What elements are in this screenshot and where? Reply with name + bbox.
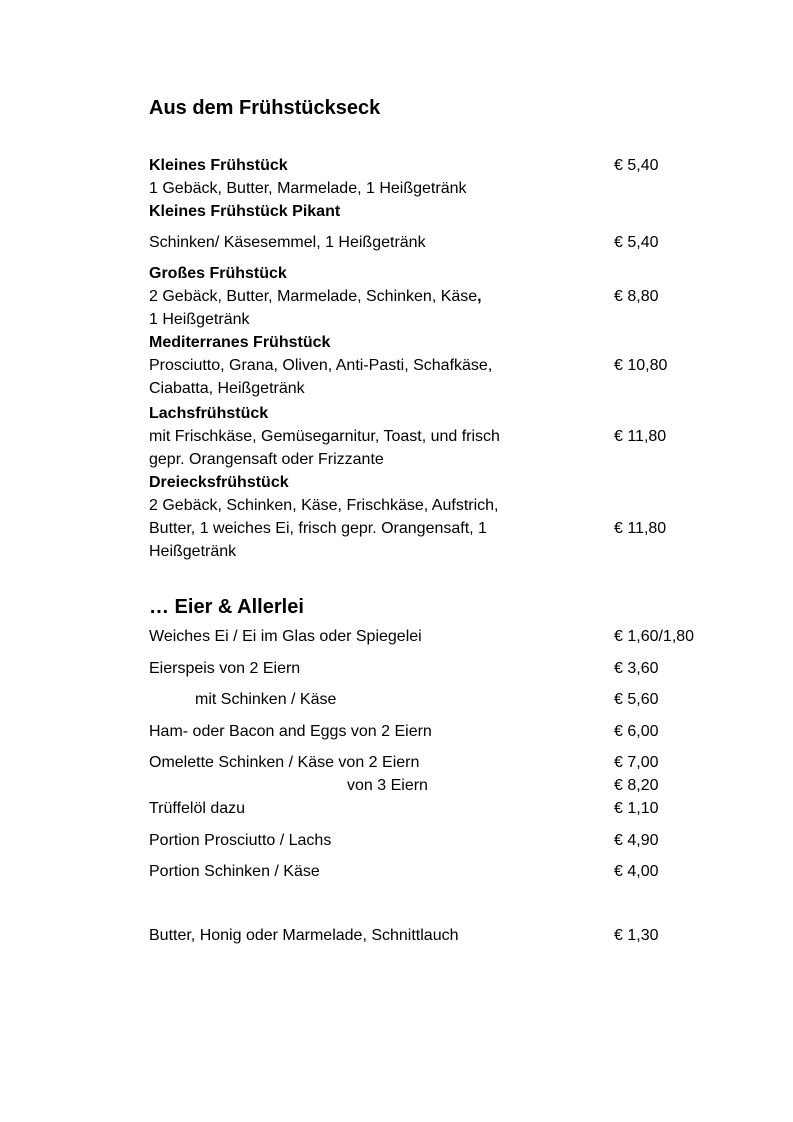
item-desc-mediterranes-line2: Ciabatta, Heißgetränk xyxy=(149,380,305,397)
item-desc-grosses-line2: 1 Heißgetränk xyxy=(149,311,250,328)
item-price-portion-prosciutto: € 4,90 xyxy=(614,832,659,849)
section-title-breakfast: Aus dem Frühstückseck xyxy=(149,97,381,119)
item-name-kleines-fruehstueck: Kleines Frühstück xyxy=(149,157,288,174)
item-price-omelette-3-eier: € 8,20 xyxy=(614,777,659,794)
item-name-lachsfruehstueck: Lachsfrühstück xyxy=(149,405,269,422)
item-price-kleines-fruehstueck: € 5,40 xyxy=(614,157,659,174)
section-title-eggs: … Eier & Allerlei xyxy=(149,596,304,618)
item-price-grosses-fruehstueck: € 8,80 xyxy=(614,288,659,305)
item-name-trueffeloel: Trüffelöl dazu xyxy=(149,800,246,817)
item-name-butter-honig: Butter, Honig oder Marmelade, Schnittlauch xyxy=(149,927,459,944)
item-price-eierspeis: € 3,60 xyxy=(614,660,659,677)
item-name-omelette: Omelette Schinken / Käse von 2 Eiern xyxy=(149,754,420,771)
item-name-weiches-ei: Weiches Ei / Ei im Glas oder Spiegelei xyxy=(149,628,422,645)
item-desc-lachs-line1: mit Frischkäse, Gemüsegarnitur, Toast, und frisch xyxy=(149,428,500,445)
item-name-mediterranes: Mediterranes Frühstück xyxy=(149,334,331,351)
item-desc-kleines-fruehstueck: 1 Gebäck, Butter, Marmelade, 1 Heißgetränk xyxy=(149,180,467,197)
item-name-eierspeis: Eierspeis von 2 Eiern xyxy=(149,660,301,677)
item-name-dreiecksfruehstueck: Dreiecksfrühstück xyxy=(149,474,289,491)
item-price-weiches-ei: € 1,60/1,80 xyxy=(614,628,695,645)
item-price-lachsfruehstueck: € 11,80 xyxy=(614,428,667,445)
item-desc-grosses-comma: , xyxy=(477,288,482,305)
item-desc-dreieck-line1: 2 Gebäck, Schinken, Käse, Frischkäse, Aufstrich, xyxy=(149,497,499,514)
item-desc-grosses-line1: 2 Gebäck, Butter, Marmelade, Schinken, Käse xyxy=(149,288,478,305)
item-desc-kleines-pikant: Schinken/ Käsesemmel, 1 Heißgetränk xyxy=(149,234,426,251)
item-price-dreiecksfruehstueck: € 11,80 xyxy=(614,520,667,537)
item-name-eierspeis-schinken: mit Schinken / Käse xyxy=(195,691,337,708)
item-desc-mediterranes-line1: Prosciutto, Grana, Oliven, Anti-Pasti, Schafkäse, xyxy=(149,357,493,374)
item-name-portion-prosciutto: Portion Prosciutto / Lachs xyxy=(149,832,332,849)
item-desc-grosses-fruehstueck xyxy=(149,287,482,306)
item-price-eierspeis-schinken: € 5,60 xyxy=(614,691,659,708)
item-price-trueffeloel: € 1,10 xyxy=(614,800,659,817)
item-price-mediterranes: € 10,80 xyxy=(614,357,668,374)
item-desc-dreieck-line3: Heißgetränk xyxy=(149,543,237,560)
item-price-ham-eggs: € 6,00 xyxy=(614,723,659,740)
item-name-grosses-fruehstueck: Großes Frühstück xyxy=(149,265,287,282)
item-price-kleines-pikant: € 5,40 xyxy=(614,234,659,251)
item-price-portion-schinken: € 4,00 xyxy=(614,863,659,880)
item-price-butter-honig: € 1,30 xyxy=(614,927,659,944)
item-name-kleines-pikant: Kleines Frühstück Pikant xyxy=(149,203,341,220)
item-price-omelette: € 7,00 xyxy=(614,754,659,771)
item-name-ham-eggs: Ham- oder Bacon and Eggs von 2 Eiern xyxy=(149,723,432,740)
item-name-omelette-3-eier: von 3 Eiern xyxy=(347,777,428,794)
item-name-portion-schinken: Portion Schinken / Käse xyxy=(149,863,320,880)
item-desc-dreieck-line2: Butter, 1 weiches Ei, frisch gepr. Orangensaft, 1 xyxy=(149,520,487,537)
item-desc-lachs-line2: gepr. Orangensaft oder Frizzante xyxy=(149,451,384,468)
